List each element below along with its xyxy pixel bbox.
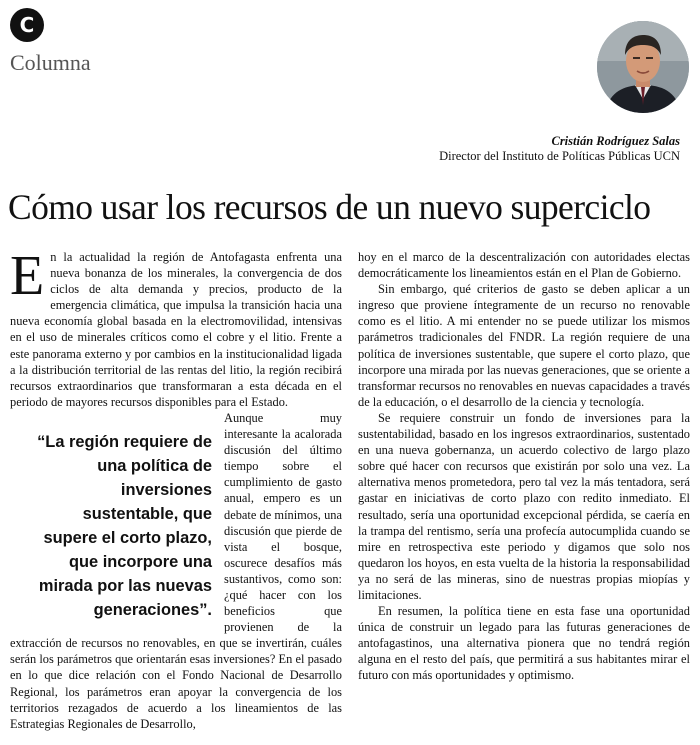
paragraph-text: n la actualidad la región de Antofagasta enfrenta una nueva bonanza de los minerales, la convergencia de dos ciclos de alta demanda y precios, producto de la emergencia climática, que impulsa la transición hacia una nueva economía global basada en la electromovilidad, intensivas en el uso de minerales críticos como el cobre y el litio. Frente a este panorama externo y por cambios en la institucionalidad ligada a la distribución territorial de las rentas del litio, la región recibirá recursos extraordinarios que transformaran a esta década en el periodo de mayores recursos disponibles para el Estado. [10,250,342,409]
section-label: Columna [10,50,91,75]
author-byline [439,134,680,164]
author-portrait-icon [597,21,689,113]
column-badge: C [10,8,44,42]
pull-quote: “La región requiere de una política de inversiones sustentable, que supere el corto plazo, que incorpore una mirada por las nuevas generaciones”. [37,432,212,619]
article-paragraph: En resumen, la política tiene en esta fase una oportunidad única de construir un legado para las futuras generaciones de antofagastinos, una alternativa pionera que no tendrá región alguna en el resto del país, que permitirá a sus habitantes mirar el futuro con más oportunidades y optimismo. [358,604,690,683]
article-paragraph [10,249,342,410]
drop-cap: E [10,249,45,307]
author-photo [597,21,689,113]
article-paragraph: Sin embargo, qué criterios de gasto se deben aplicar a un ingreso que proviene íntegramente de un recurso no renovable como es el litio. A mi entender no se puede utilizar los mismos parámetros tradicionales del FNDR. La región requiere de una política de inversiones sustentable, que supere el corto plazo, que incorpore una mirada por las nuevas generaciones, que se oriente a transformar recursos no renovables en nuevas capacidades a través de la educación, o el desarrollo de la ciencia y tecnología. [358,282,690,409]
article-headline: Cómo usar los recursos de un nuevo superciclo [8,187,651,227]
article-paragraph: hoy en el marco de la descentralización con autoridades electas democráticamente los lineamientos están en el Plan de Gobierno. [358,250,690,281]
article-column-left [10,249,342,741]
article-paragraph: Se requiere construir un fondo de inversiones para la sustentabilidad, basado en los ingresos extraordinarios, sustentado en una nueva gobernanza, un acuerdo colectivo de largo plazo sobre qué hacer con recursos que existirán por solo una vez. La alternativa menos prometedora, pero tal vez la más tentadora, será gastar en iniciativas de corto plazo con redito inmediato. El resultado, sería una oportunidad excepcional pérdida, se caería en la trampa del rentismo, sería una profecía autocumplida cuando se mire en retrospectiva este periodo y digamos que solo nos quedaron los hoyos, en esta vuelta de la historia la responsabilidad ya no será de las mineras, sino de nuestras propias miopías y limitaciones. [358,410,690,602]
author-name: Cristián Rodríguez Salas [551,134,680,148]
article-column-right [358,249,690,741]
article-paragraph: Aunque muy interesante la acalorada discusión del último tiempo sobre el cumplimiento de gasto anual, empero es un debate de mínimos, una discusión que pierde de vista el bosque, oscurece desafíos más sustantivos, como son: ¿qué hacer con los beneficios que provienen de la extracción de recursos no renovables, en que se invertirán, cuáles serán los parámetros que orientarán esas inversiones? En el pasado en lo que dice relación con el Fondo Nacional de Desarrollo Regional, los parámetros eran apoyar la convergencia de los territorios rezagados de acuerdo a los lineamientos de las Estrategias Regionales de Desarrollo, [10,410,342,731]
author-role: Director del Instituto de Políticas Públicas UCN [439,149,680,163]
